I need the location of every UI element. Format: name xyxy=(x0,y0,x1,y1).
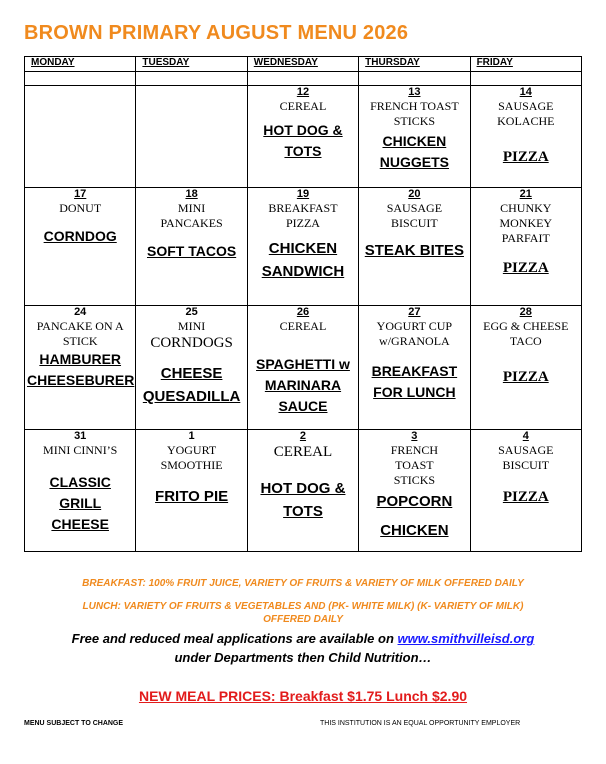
lunch-item: PIZZA xyxy=(502,260,549,276)
breakfast-item: BREAKFAST xyxy=(268,201,338,215)
breakfast-item: SMOOTHIE xyxy=(160,458,223,472)
breakfast-item: TACO xyxy=(509,334,542,348)
equal-opportunity-note: THIS INSTITUTION IS AN EQUAL OPPORTUNITY EMPLOYER xyxy=(320,720,521,727)
breakfast-item: CEREAL xyxy=(273,444,333,460)
district-website-link[interactable]: www.smithvilleisd.org xyxy=(397,631,535,646)
lunch-item: HOT DOG & xyxy=(260,480,346,497)
breakfast-item: FRENCH xyxy=(390,443,439,457)
breakfast-item: CHUNKY xyxy=(500,201,552,215)
day-cell xyxy=(247,430,358,552)
breakfast-item: MINI xyxy=(177,201,206,215)
day-cell xyxy=(25,306,136,430)
day-cell xyxy=(136,430,247,552)
day-header-row xyxy=(25,57,582,72)
day-cell xyxy=(25,188,136,306)
day-number: 24 xyxy=(74,306,87,318)
breakfast-item: YOGURT CUP xyxy=(376,319,453,333)
breakfast-item: CEREAL xyxy=(279,99,327,113)
menu-calendar xyxy=(24,56,582,552)
day-cell xyxy=(359,306,470,430)
lunch-item: MARINARA xyxy=(264,377,342,393)
day-header-monday: MONDAY xyxy=(25,57,136,72)
day-number: 26 xyxy=(296,306,310,318)
breakfast-item: STICKS xyxy=(393,473,436,487)
breakfast-item: STICKS xyxy=(393,114,436,128)
day-number: 20 xyxy=(408,188,421,200)
day-cell xyxy=(470,86,581,188)
breakfast-item: MINI xyxy=(177,319,206,333)
lunch-item: SPAGHETTI w xyxy=(256,356,350,372)
day-cell xyxy=(25,430,136,552)
day-header-tuesday: TUESDAY xyxy=(136,57,247,72)
applications-text: Free and reduced meal applications are available on xyxy=(71,631,398,646)
day-number: 18 xyxy=(185,188,198,200)
day-cell xyxy=(359,86,470,188)
day-cell xyxy=(470,188,581,306)
day-number: 17 xyxy=(74,188,87,200)
lunch-item: FOR LUNCH xyxy=(373,384,456,400)
day-cell xyxy=(136,306,247,430)
breakfast-item: MONKEY xyxy=(499,216,553,230)
breakfast-item: YOGURT xyxy=(166,443,217,457)
day-cell xyxy=(359,430,470,552)
breakfast-item: w/GRANOLA xyxy=(379,334,450,348)
day-number: 25 xyxy=(185,306,198,318)
breakfast-item: BISCUIT xyxy=(391,216,438,230)
day-cell xyxy=(247,86,358,188)
day-number: 28 xyxy=(519,306,532,318)
day-number: 21 xyxy=(519,188,532,200)
lunch-item: CHEESE xyxy=(160,365,223,382)
lunch-item: CHICKEN xyxy=(380,522,449,539)
applications-text: under Departments then Child Nutrition… xyxy=(174,650,432,665)
lunch-item: SAUCE xyxy=(278,398,328,414)
day-number: 12 xyxy=(296,86,310,98)
breakfast-item: PARFAIT xyxy=(501,231,550,245)
lunch-item: CORNDOG xyxy=(43,228,117,244)
breakfast-item: TOAST xyxy=(395,458,434,472)
lunch-item: NUGGETS xyxy=(379,154,449,170)
breakfast-item: SAUSAGE xyxy=(498,443,554,457)
breakfast-item: STICK xyxy=(62,334,98,348)
day-cell xyxy=(136,188,247,306)
day-cell-empty xyxy=(25,86,136,188)
lunch-item: CLASSIC GRILL xyxy=(49,474,111,511)
lunch-item: CHICKEN xyxy=(382,133,447,149)
breakfast-item: EGG & CHEESE xyxy=(483,319,569,333)
lunch-item: CHEESEBURER xyxy=(27,372,135,388)
day-cell xyxy=(247,306,358,430)
lunch-item: HOT DOG & xyxy=(263,122,343,138)
lunch-note-line: LUNCH: VARIETY OF FRUITS & VEGETABLES AND (PK- WHITE MILK) (K- VARIETY OF MILK) xyxy=(82,601,524,612)
day-number: 13 xyxy=(408,86,421,98)
lunch-note xyxy=(60,600,546,626)
day-number: 4 xyxy=(522,430,529,442)
day-cell xyxy=(247,188,358,306)
day-number: 3 xyxy=(411,430,418,442)
lunch-item: STEAK BITES xyxy=(364,242,464,259)
lunch-item: FRITO PIE xyxy=(155,488,229,505)
meal-prices: NEW MEAL PRICES: Breakfast $1.75 Lunch $2.90 xyxy=(138,688,468,704)
lunch-note-line: OFFERED DAILY xyxy=(263,614,343,625)
lunch-item: TOTS xyxy=(284,143,322,159)
week-row xyxy=(25,86,582,188)
breakfast-item: FRENCH TOAST xyxy=(370,99,459,113)
week-row xyxy=(25,188,582,306)
lunch-item: PIZZA xyxy=(502,489,549,505)
blank-row xyxy=(25,72,582,86)
day-number: 31 xyxy=(74,430,87,442)
subject-to-change-note: MENU SUBJECT TO CHANGE xyxy=(24,720,124,727)
breakfast-item: CEREAL xyxy=(279,319,327,333)
week-row xyxy=(25,306,582,430)
lunch-item: CHEESE xyxy=(51,516,109,532)
lunch-item: POPCORN xyxy=(376,493,453,510)
lunch-item: CHICKEN xyxy=(268,240,338,257)
breakfast-item: PANCAKE ON A xyxy=(36,319,124,333)
applications-note xyxy=(20,629,586,667)
day-cell xyxy=(470,306,581,430)
day-header-friday: FRIDAY xyxy=(470,57,581,72)
day-cell-empty xyxy=(136,86,247,188)
lunch-item: PIZZA xyxy=(502,369,549,385)
breakfast-item: CORNDOGS xyxy=(150,335,233,351)
breakfast-item: SAUSAGE xyxy=(386,201,443,215)
day-cell xyxy=(470,430,581,552)
page-title: BROWN PRIMARY AUGUST MENU 2026 xyxy=(24,22,409,44)
day-number: 1 xyxy=(188,430,195,442)
lunch-item: PIZZA xyxy=(502,149,549,165)
day-header-thursday: THURSDAY xyxy=(359,57,470,72)
day-number: 14 xyxy=(519,86,532,98)
lunch-item: SOFT TACOS xyxy=(146,243,237,259)
breakfast-item: BISCUIT xyxy=(502,458,550,472)
breakfast-note: BREAKFAST: 100% FRUIT JUICE, VARIETY OF FRUITS & VARIETY OF MILK OFFERED DAILY xyxy=(82,578,524,589)
lunch-item: QUESADILLA xyxy=(142,388,241,405)
day-number: 27 xyxy=(408,306,421,318)
breakfast-item: DONUT xyxy=(59,201,102,215)
day-number: 19 xyxy=(296,188,310,200)
breakfast-item: KOLACHE xyxy=(497,114,555,128)
day-cell xyxy=(359,188,470,306)
breakfast-item: PANCAKES xyxy=(160,216,223,230)
breakfast-item: PIZZA xyxy=(285,216,320,230)
lunch-item: SANDWICH xyxy=(261,263,345,280)
breakfast-item: MINI CINNI’S xyxy=(43,443,118,457)
lunch-item: TOTS xyxy=(283,503,323,520)
week-row xyxy=(25,430,582,552)
day-number: 2 xyxy=(299,430,307,442)
lunch-item: HAMBURER xyxy=(39,351,122,367)
day-header-wednesday: WEDNESDAY xyxy=(247,57,358,72)
breakfast-item: SAUSAGE xyxy=(498,99,554,113)
lunch-item: BREAKFAST xyxy=(371,363,458,379)
